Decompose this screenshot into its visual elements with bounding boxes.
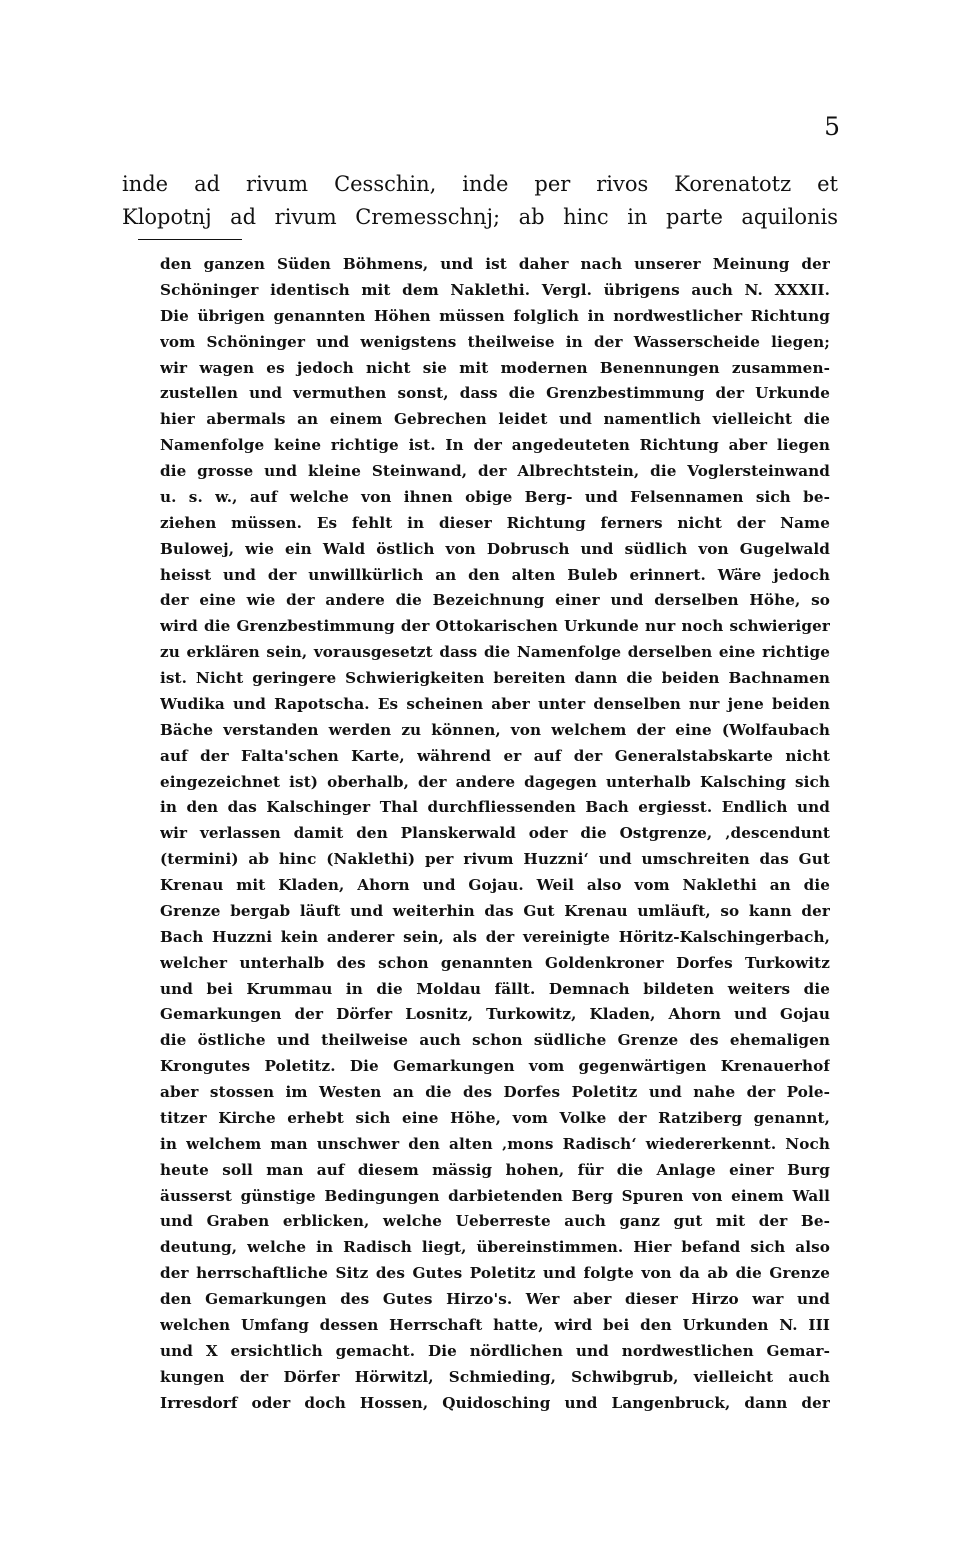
footnote-line: der herrschaftliche Sitz des Gutes Poletitz und folgte von da ab die Grenze — [160, 1264, 830, 1283]
footnote-line: Krongutes Poletitz. Die Gemarkungen vom gegenwärtigen Krenauerhof — [160, 1057, 830, 1076]
footnote-separator-rule — [138, 239, 242, 240]
footnote-line: welchen Umfang dessen Herrschaft hatte, wird bei den Urkunden N. III — [160, 1315, 830, 1334]
footnote-line: wir wagen es jedoch nicht sie mit modernen Benennungen zusammen- — [160, 358, 830, 377]
footnote-line: auf der Falta'schen Karte, während er auf der Generalstabskarte nicht — [160, 746, 830, 765]
footnote-line: äusserst günstige Bedingungen darbietenden Berg Spuren von einem Wall — [160, 1186, 830, 1205]
footnote-line: Krenau mit Kladen, Ahorn und Gojau. Weil also vom Naklethi an die — [160, 876, 830, 894]
footnote-line: ist. Nicht geringere Schwierigkeiten bereiten dann die beiden Bachnamen — [160, 669, 830, 687]
main-text-line: Klopotnj ad rivum Cremesschnj; ab hinc in parte aquilonis — [122, 205, 838, 229]
footnote-line: Grenze bergab läuft und weiterhin das Gut Krenau umläuft, so kann der — [160, 901, 830, 920]
footnote-line: eingezeichnet ist) oberhalb, der andere dagegen unterhalb Kalsching sich — [160, 772, 830, 791]
footnote-line: und bei Krummau in die Moldau fällt. Demnach bildeten weiters die — [160, 979, 830, 998]
footnote-line: zustellen und vermuthen sonst, dass die Grenzbestimmung der Urkunde — [160, 384, 830, 403]
footnote-line: kungen der Dörfer Hörwitzl, Schmieding, Schwibgrub, vielleicht auch — [160, 1367, 830, 1386]
footnote-line: den Gemarkungen des Gutes Hirzo's. Wer aber dieser Hirzo war und — [160, 1290, 830, 1308]
footnote-line: und Graben erblicken, welche Ueberreste auch ganz gut mit der Be- — [160, 1212, 830, 1231]
footnote-line: heisst und der unwillkürlich an den alten Buleb erinnert. Wäre jedoch — [160, 565, 830, 584]
footnote-line: Namenfolge keine richtige ist. In der angedeuteten Richtung aber liegen — [160, 436, 830, 455]
footnote-line: Die übrigen genannten Höhen müssen folglich in nordwestlicher Richtung — [160, 306, 830, 325]
footnote-line: Bulowej, wie ein Wald östlich von Dobrusch und südlich von Gugelwald — [160, 539, 830, 558]
footnote-line: welcher unterhalb des schon genannten Goldenkroner Dorfes Turkowitz — [160, 953, 830, 972]
footnote-line: Irresdorf oder doch Hossen, Quidosching und Langenbruck, dann der — [160, 1393, 830, 1412]
footnote-line: heute soll man auf diesem mässig hohen, für die Anlage einer Burg — [160, 1160, 830, 1179]
footnote-line: (termini) ab hinc (Naklethi) per rivum Huzzni‘ und umschreiten das Gut — [160, 850, 830, 869]
footnote-line: hier abermals an einem Gebrechen leidet und namentlich vielleicht die — [160, 410, 830, 429]
footnote-line: aber stossen im Westen an die des Dorfes Poletitz und nahe der Pole- — [160, 1083, 830, 1101]
footnote-line: in welchem man unschwer den alten ‚mons Radisch‘ wiedererkennt. Noch — [160, 1134, 830, 1153]
footnote-line: den ganzen Süden Böhmens, und ist daher nach unserer Meinung der — [160, 255, 830, 273]
footnote-line: Bach Huzzni kein anderer sein, als der vereinigte Höritz-Kalschingerbach, — [160, 927, 830, 946]
footnote-line: deutung, welche in Radisch liegt, übereinstimmen. Hier befand sich also — [160, 1238, 830, 1257]
footnote-line: der eine wie der andere die Bezeichnung einer und derselben Höhe, so — [160, 591, 830, 610]
footnote-line: u. s. w., auf welche von ihnen obige Berg- und Felsennamen sich be- — [160, 487, 830, 506]
footnote-line: Gemarkungen der Dörfer Losnitz, Turkowitz, Kladen, Ahorn und Gojau — [160, 1005, 830, 1024]
footnote-line: und X ersichtlich gemacht. Die nördlichen und nordwestlichen Gemar- — [160, 1341, 830, 1360]
footnote-line: Wudika und Rapotscha. Es scheinen aber unter denselben nur jene beiden — [160, 694, 830, 713]
footnote-line: titzer Kirche erhebt sich eine Höhe, vom Volke der Ratziberg genannt, — [160, 1108, 830, 1127]
main-text-block — [122, 168, 838, 234]
footnote-line: vom Schöninger und wenigstens theilweise in der Wasserscheide liegen; — [160, 332, 830, 351]
page-number: 5 — [824, 112, 840, 141]
footnote-line: wir verlassen damit den Planskerwald oder die Ostgrenze, ‚descendunt — [160, 824, 830, 843]
footnote-line: wird die Grenzbestimmung der Ottokarischen Urkunde nur noch schwieriger — [160, 617, 830, 636]
footnote-block — [160, 252, 830, 1416]
footnote-line: ziehen müssen. Es fehlt in dieser Richtung ferners nicht der Name — [160, 513, 830, 532]
footnote-line: zu erklären sein, vorausgesetzt dass die Namenfolge derselben eine richtige — [160, 643, 830, 662]
footnote-line: die östliche und theilweise auch schon südliche Grenze des ehemaligen — [160, 1031, 830, 1050]
footnote-line: Bäche verstanden werden zu können, von welchem der eine (Wolfaubach — [160, 720, 830, 739]
footnote-line: in den das Kalschinger Thal durchfliessenden Bach ergiesst. Endlich und — [160, 798, 830, 817]
footnote-line: die grosse und kleine Steinwand, der Albrechtstein, die Voglersteinwand — [160, 462, 830, 480]
footnote-line: Schöninger identisch mit dem Naklethi. Vergl. übrigens auch N. XXXII. — [160, 280, 830, 299]
main-text-line: inde ad rivum Cesschin, inde per rivos Korenatotz et — [122, 172, 838, 196]
